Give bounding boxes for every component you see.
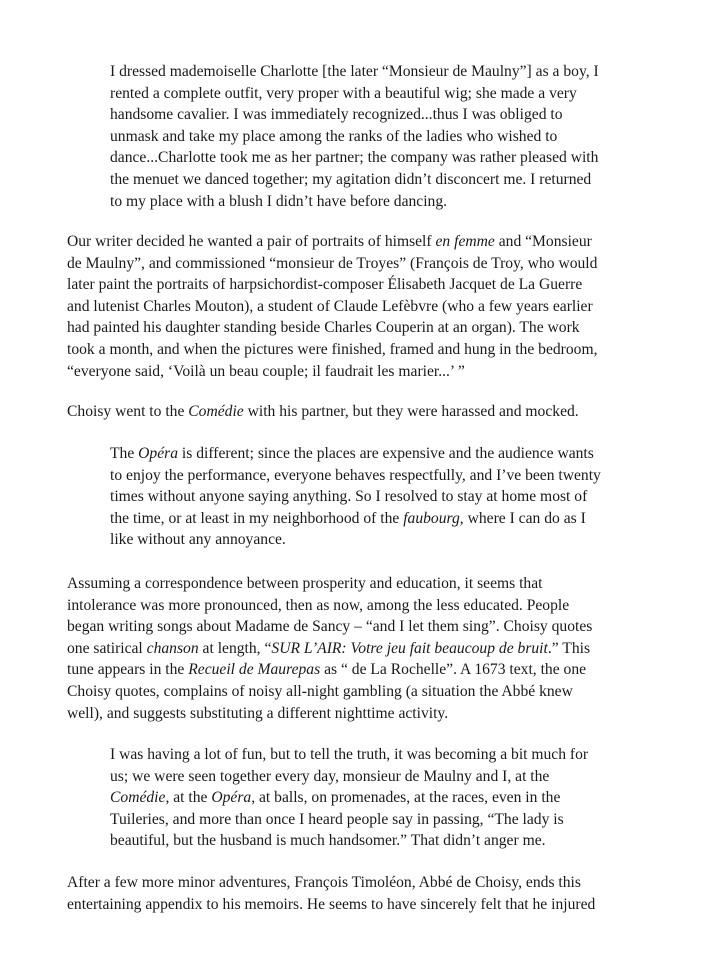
text-run: Choisy quotes, complains of noisy all-night gambling (a situation the Abbé knew (67, 682, 573, 700)
text-run: The (110, 445, 139, 462)
text-run: .” This (547, 639, 591, 657)
text-line (67, 595, 677, 617)
block-comedie-paragraph (67, 401, 677, 423)
text-run: , at the (165, 789, 212, 807)
block-quote-opera (110, 443, 650, 551)
italic-run: Recueil de Maurepas (188, 661, 321, 679)
text-run: to my place with a blush I didn’t have before dancing. (110, 192, 448, 210)
italic-run: SUR L’AIR: Votre jeu fait beaucoup de bruit (271, 639, 548, 657)
text-line (67, 573, 677, 595)
text-line (67, 638, 677, 660)
text-run: us; we were seen together every day, monsieur de Maulny and I, at the (110, 767, 550, 785)
text-run: de Maulny”, and commissioned “monsieur de Troyes” (François de Troy, who would (67, 254, 598, 272)
text-run: , where I can do as I (459, 509, 586, 527)
text-line (67, 681, 677, 703)
text-run: , at balls, on promenades, at the races, even in the (251, 789, 561, 807)
block-quote-fun (110, 744, 650, 852)
text-line (110, 529, 650, 551)
text-run: After a few more minor adventures, François Timoléon, Abbé de Choisy, ends this (67, 874, 581, 891)
italic-run: Comédie (110, 789, 166, 807)
text-line (110, 443, 650, 465)
text-run: well), and suggests substituting a different nighttime activity. (67, 704, 449, 722)
text-run: times without anyone saying anything. So I resolved to stay at home most of (110, 488, 588, 506)
text-run: as “ de La Rochelle”. A 1673 text, the one (320, 661, 587, 679)
text-run: began writing songs about Madame de Sancy – “and I let them sing”. Choisy quotes (67, 618, 593, 636)
text-run: took a month, and when the pictures were finished, framed and hung in the bedroom, (67, 340, 598, 358)
text-run: Our writer decided he wanted a pair of portraits of himself (67, 233, 436, 250)
text-line (67, 872, 677, 894)
block-intolerance-paragraph (67, 573, 677, 724)
italic-run: Opéra (138, 445, 179, 462)
text-line (110, 104, 650, 126)
text-line (110, 830, 650, 852)
text-line (67, 361, 677, 383)
block-closing-paragraph (67, 872, 677, 915)
block-portraits-paragraph (67, 231, 677, 382)
text-run: tune appears in the (67, 661, 189, 679)
text-run: had painted his daughter standing beside Charles Couperin at an organ). The work (67, 319, 580, 337)
text-line (110, 508, 650, 530)
text-run: the menuet we danced together; my agitation didn’t disconcert me. I returned (110, 170, 592, 188)
text-run: later paint the portraits of harpsichordist-composer Élisabeth Jacquet de La Guerre (67, 276, 583, 294)
text-run: intolerance was more pronounced, then as now, among the less educated. People (67, 596, 570, 614)
text-run: and “Monsieur (494, 233, 592, 250)
text-run: I was having a lot of fun, but to tell the truth, it was becoming a bit much for (110, 746, 589, 763)
text-line (67, 659, 677, 681)
text-line (67, 253, 677, 275)
text-line (67, 317, 677, 339)
text-line (67, 703, 677, 725)
text-line (110, 744, 650, 766)
text-run: entertaining appendix to his memoirs. He seems to have sincerely felt that he injured (67, 895, 596, 913)
text-run: to enjoy the performance, everyone behaves respectfully, and I’ve been twenty (110, 466, 601, 484)
block-quote-charlotte (110, 61, 650, 212)
text-line (67, 296, 677, 318)
text-line (110, 83, 650, 105)
text-run: at length, “ (198, 639, 272, 657)
text-run: Choisy went to the (67, 403, 189, 420)
text-line (110, 169, 650, 191)
text-run: is different; since the places are expensive and the audience wants (178, 445, 594, 462)
text-run: and lutenist Charles Mouton), a student of Claude Lefèbvre (who a few years earlier (67, 297, 593, 315)
italic-run: chanson (146, 639, 199, 657)
italic-run: Comédie (188, 403, 244, 420)
text-line (110, 126, 650, 148)
text-line (110, 465, 650, 487)
text-run: one satirical (67, 639, 147, 657)
italic-run: Opéra (211, 789, 252, 807)
text-run: beautiful, but the husband is much handsomer.” That didn’t anger me. (110, 832, 546, 850)
text-run: with his partner, but they were harassed and mocked. (243, 403, 579, 420)
text-run: rented a complete outfit, very proper with a beautiful wig; she made a very (110, 84, 577, 102)
text-line (67, 894, 677, 916)
text-line (110, 787, 650, 809)
text-run: the time, or at least in my neighborhood of the (110, 509, 404, 527)
text-run: unmask and take my place among the ranks of the ladies who wished to (110, 127, 558, 145)
text-run: handsome cavalier. I was immediately recognized...thus I was obliged to (110, 106, 563, 124)
text-run: I dressed mademoiselle Charlotte [the later “Monsieur de Maulny”] as a boy, I (110, 63, 599, 80)
text-line (67, 274, 677, 296)
text-line (110, 61, 650, 83)
text-line (110, 147, 650, 169)
italic-run: en femme (435, 233, 495, 250)
text-line (67, 231, 677, 253)
text-run: Assuming a correspondence between prosperity and education, it seems that (67, 575, 543, 592)
text-line (67, 401, 677, 423)
text-run: like without any annoyance. (110, 531, 286, 549)
text-run: dance...Charlotte took me as her partner; the company was rather pleased with (110, 149, 599, 167)
text-line (67, 339, 677, 361)
text-line (110, 766, 650, 788)
text-line (67, 616, 677, 638)
text-line (110, 191, 650, 213)
text-line (110, 486, 650, 508)
text-run: Tuileries, and more than once I heard people say in passing, “The lady is (110, 810, 564, 828)
text-run: “everyone said, ‘Voilà un beau couple; il faudrait les marier...’ ” (67, 362, 465, 380)
italic-run: faubourg (403, 509, 460, 527)
text-line (110, 809, 650, 831)
